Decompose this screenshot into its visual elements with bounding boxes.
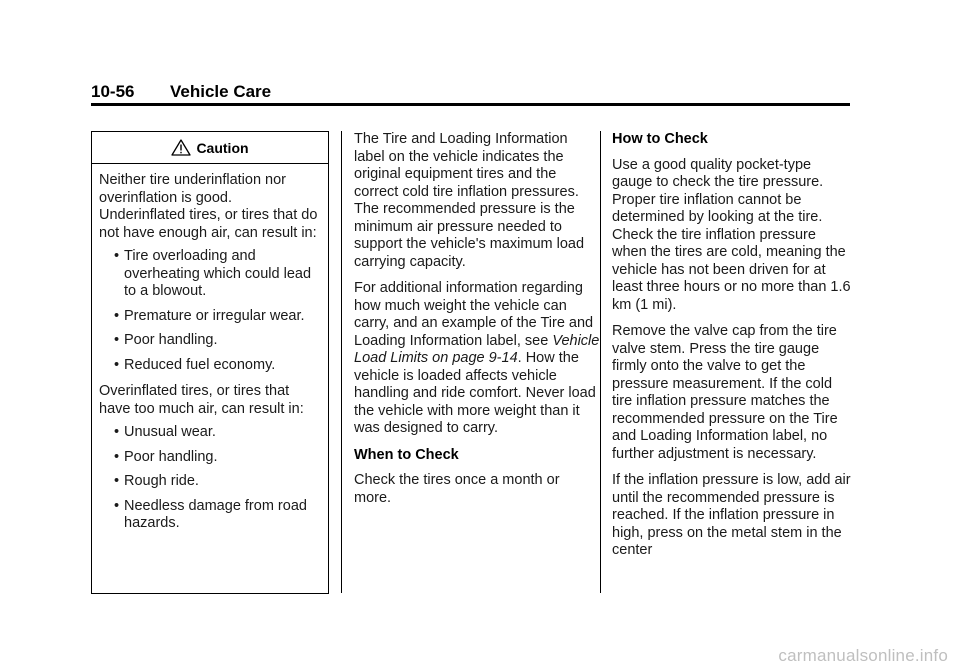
list-item: • Needless damage from road hazards. [99, 498, 321, 533]
list-item: • Premature or irregular wear. [99, 308, 321, 326]
column-divider [600, 131, 601, 593]
list-item: • Poor handling. [99, 332, 321, 350]
caution-box [91, 131, 329, 594]
additional-info-paragraph [354, 280, 600, 438]
watermark-text: carmanualsonline.info [778, 646, 948, 665]
text-column-middle [354, 131, 600, 516]
paragraph-text: For additional information regarding how much weight the vehicle can carry, and an example of the Tire and Loading Information label, see [354, 280, 594, 349]
list-item: • Poor handling. [99, 449, 321, 467]
warning-icon [171, 139, 191, 156]
paragraph-text: . How the vehicle is loaded affects vehicle handling and ride comfort. Never load the vehicle with more weight than it was designed to carry. [354, 350, 596, 436]
page-header [91, 80, 850, 106]
gauge-paragraph: Use a good quality pocket-type gauge to check the tire pressure. Proper tire inflation cannot be determined by looking at the tire. Check the tire inflation pressure when the tires are cold, meaning the vehicle has not been driven for at least three hours or no more than 1.6 km (1 mi). [612, 156, 851, 313]
when-to-check-paragraph: Check the tires once a month or more. [354, 472, 560, 506]
caution-para-overinflation: Overinflated tires, or tires that have too much air, can result in: [99, 383, 304, 417]
underinflation-list [99, 248, 321, 374]
heading-when-to-check: When to Check [354, 446, 459, 463]
page-number: 10-56 [91, 82, 135, 101]
column-divider [341, 131, 342, 593]
caution-title: Caution [196, 139, 249, 156]
list-item: • Reduced fuel economy. [99, 357, 321, 375]
list-item: • Tire overloading and overheating which could lead to a blowout. [99, 248, 321, 301]
caution-para-underinflation: Neither tire underinflation nor overinflation is good. Underinflated tires, or tires that do not have enough air, can result in: [99, 172, 318, 241]
caution-body [92, 164, 328, 533]
list-item: • Rough ride. [99, 473, 321, 491]
label-info-paragraph: The Tire and Loading Information label on the vehicle indicates the original equipment tires and the correct cold tire inflation pressures. The recommended pressure is the minimum air pressure needed to support the vehicle's maximum load carrying capacity. [354, 131, 585, 270]
heading-how-to-check: How to Check [612, 131, 708, 147]
caution-header [92, 132, 328, 164]
section-title: Vehicle Care [170, 82, 272, 101]
valve-paragraph: Remove the valve cap from the tire valve stem. Press the tire gauge firmly onto the valve to get the pressure measurement. If the cold tire inflation pressure matches the recommended pressure on the Tire and Loading Information label, no further adjustment is necessary. [612, 323, 838, 462]
overinflation-list [99, 424, 321, 533]
list-item: • Unusual wear. [99, 424, 321, 442]
low-pressure-paragraph: If the inflation pressure is low, add air until the recommended pressure is reached. If the inflation pressure in high, press on the metal stem in the center [612, 472, 851, 558]
cross-reference-link[interactable]: Vehicle Load Limits on page 9-14 [354, 332, 600, 366]
text-column-right [612, 131, 854, 569]
